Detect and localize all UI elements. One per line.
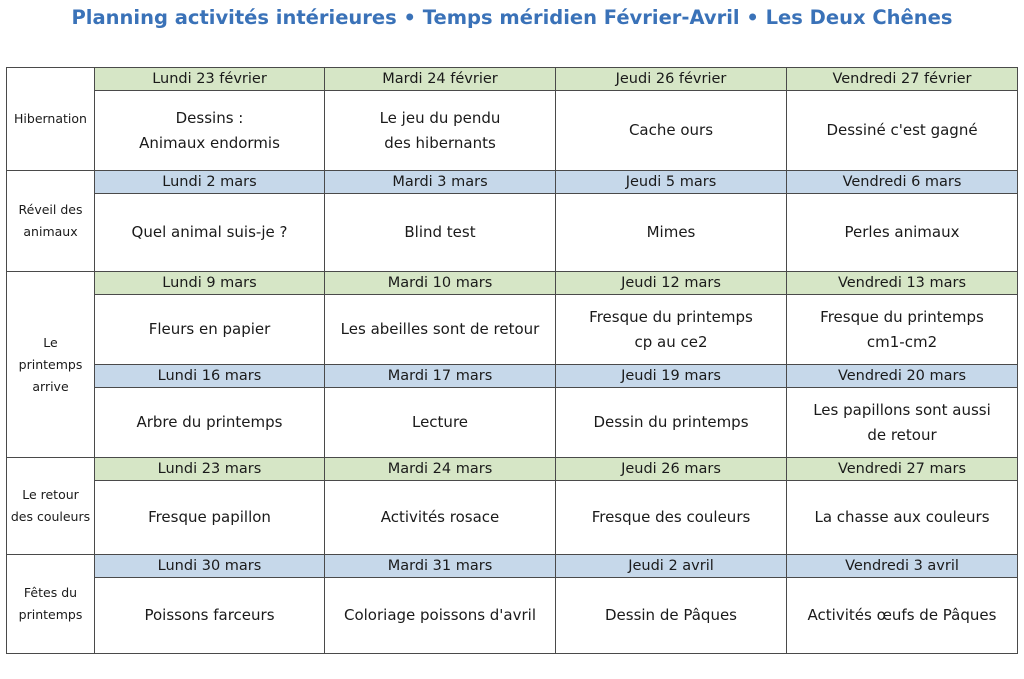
activity-cell: Mimes — [556, 194, 787, 272]
date-cell: Jeudi 26 mars — [556, 458, 787, 481]
activity-cell: Activités œufs de Pâques — [787, 578, 1018, 654]
activity-cell: Coloriage poissons d'avril — [325, 578, 556, 654]
date-cell: Lundi 23 février — [95, 68, 325, 91]
activity-cell: Arbre du printemps — [95, 388, 325, 458]
date-cell: Vendredi 27 mars — [787, 458, 1018, 481]
date-cell: Jeudi 12 mars — [556, 272, 787, 295]
activity-cell: Lecture — [325, 388, 556, 458]
activity-cell: Cache ours — [556, 91, 787, 171]
activity-cell: Fresque du printemps cm1-cm2 — [787, 295, 1018, 365]
activity-cell: Quel animal suis-je ? — [95, 194, 325, 272]
date-row — [7, 365, 1018, 388]
date-cell: Mardi 17 mars — [325, 365, 556, 388]
date-cell: Mardi 24 mars — [325, 458, 556, 481]
activity-row — [7, 481, 1018, 555]
activity-row — [7, 295, 1018, 365]
activity-cell: Fresque du printemps cp au ce2 — [556, 295, 787, 365]
activity-cell: Blind test — [325, 194, 556, 272]
date-row — [7, 171, 1018, 194]
date-cell: Mardi 24 février — [325, 68, 556, 91]
date-cell: Vendredi 20 mars — [787, 365, 1018, 388]
date-cell: Mardi 10 mars — [325, 272, 556, 295]
activity-schedule-table — [6, 67, 1018, 654]
activity-cell: Les papillons sont aussi de retour — [787, 388, 1018, 458]
activity-cell: Dessiné c'est gagné — [787, 91, 1018, 171]
theme-cell: Le retour des couleurs — [7, 458, 95, 555]
date-row — [7, 458, 1018, 481]
page-title: Planning activités intérieures • Temps méridien Février-Avril • Les Deux Chênes — [71, 6, 953, 29]
date-row — [7, 68, 1018, 91]
date-cell: Jeudi 19 mars — [556, 365, 787, 388]
activity-cell: Fresque des couleurs — [556, 481, 787, 555]
theme-cell: Le printemps arrive — [7, 272, 95, 458]
activity-row — [7, 578, 1018, 654]
date-row — [7, 555, 1018, 578]
activity-cell: Perles animaux — [787, 194, 1018, 272]
theme-cell: Hibernation — [7, 68, 95, 171]
activity-cell: Fleurs en papier — [95, 295, 325, 365]
activity-row — [7, 388, 1018, 458]
theme-cell: Fêtes du printemps — [7, 555, 95, 654]
activity-cell: Les abeilles sont de retour — [325, 295, 556, 365]
activity-cell: La chasse aux couleurs — [787, 481, 1018, 555]
activity-cell: Dessins : Animaux endormis — [95, 91, 325, 171]
date-cell: Lundi 9 mars — [95, 272, 325, 295]
date-cell: Jeudi 2 avril — [556, 555, 787, 578]
date-cell: Lundi 2 mars — [95, 171, 325, 194]
date-cell: Lundi 16 mars — [95, 365, 325, 388]
activity-row — [7, 194, 1018, 272]
date-cell: Vendredi 3 avril — [787, 555, 1018, 578]
date-cell: Mardi 31 mars — [325, 555, 556, 578]
date-row — [7, 272, 1018, 295]
activity-cell: Poissons farceurs — [95, 578, 325, 654]
activity-cell: Fresque papillon — [95, 481, 325, 555]
date-cell: Vendredi 6 mars — [787, 171, 1018, 194]
activity-row — [7, 91, 1018, 171]
date-cell: Lundi 23 mars — [95, 458, 325, 481]
date-cell: Vendredi 27 février — [787, 68, 1018, 91]
activity-cell: Activités rosace — [325, 481, 556, 555]
date-cell: Mardi 3 mars — [325, 171, 556, 194]
date-cell: Lundi 30 mars — [95, 555, 325, 578]
activity-cell: Dessin du printemps — [556, 388, 787, 458]
date-cell: Vendredi 13 mars — [787, 272, 1018, 295]
theme-cell: Réveil des animaux — [7, 171, 95, 272]
date-cell: Jeudi 26 février — [556, 68, 787, 91]
activity-cell: Le jeu du pendu des hibernants — [325, 91, 556, 171]
activity-cell: Dessin de Pâques — [556, 578, 787, 654]
date-cell: Jeudi 5 mars — [556, 171, 787, 194]
